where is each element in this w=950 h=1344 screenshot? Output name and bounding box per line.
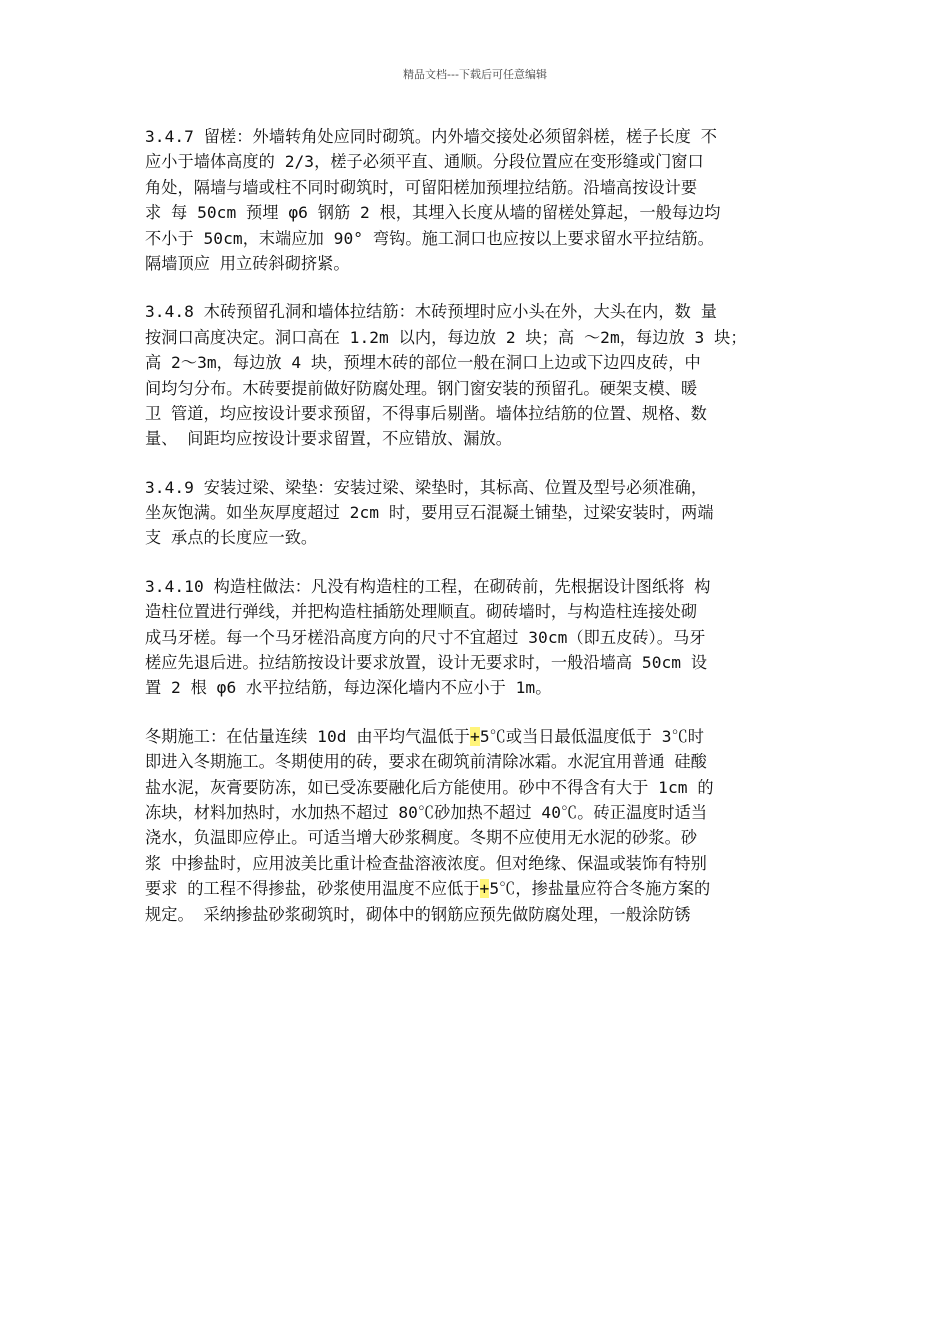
text-line: 量、 间距均应按设计要求留置，不应错放、漏放。 — [145, 429, 513, 449]
text-line: 不小于 50cm，末端应加 90° 弯钩。施工洞口也应按以上要求留水平拉结筋。 — [145, 228, 714, 248]
page-header: 精品文档---下载后可任意编辑 — [403, 68, 547, 81]
text-line: 卫 管道，均应按设计要求预留，不得事后剔凿。墙体拉结筋的位置、规格、数 — [145, 403, 707, 423]
text-line — [145, 876, 810, 901]
text-line: 即进入冬期施工。冬期使用的砖，要求在砌筑前清除冰霜。水泥宜用普通 硅酸 — [145, 752, 707, 772]
document-body — [145, 124, 810, 950]
text-line: 3.4.10 构造柱做法：凡没有构造柱的工程，在砌砖前，先根据设计图纸将 构 — [145, 576, 711, 596]
text-span: 5℃，掺盐量应符合冬施方案的 — [489, 879, 711, 899]
text-line: 高 2～3m，每边放 4 块，预埋木砖的部位一般在洞口上边或下边四皮砖，中 — [145, 353, 701, 373]
text-line: 3.4.7 留槎：外墙转角处应同时砌筑。内外墙交接处必须留斜槎，槎子长度 不 — [145, 127, 717, 146]
text-line: 盐水泥，灰膏要防冻，如已受冻要融化后方能使用。砂中不得含有大于 1cm 的 — [145, 777, 714, 797]
text-line: 求 每 50cm 预埋 φ6 钢筋 2 根，其埋入长度从墙的留槎处算起，一般每边均 — [145, 203, 721, 223]
text-line: 3.4.8 木砖预留孔洞和墙体拉结筋：木砖预埋时应小头在外，大头在内，数 量 — [145, 302, 717, 322]
text-span: 要求 的工程不得掺盐，砂浆使用温度不应低于 — [145, 879, 480, 899]
text-line: 规定。 采纳掺盐砂浆砌筑时，砌体中的钢筋应预先做防腐处理，一般涂防锈 — [145, 904, 691, 924]
text-line: 应小于墙体高度的 2/3，槎子必须平直、通顺。分段位置应在变形缝或门窗口 — [145, 152, 704, 172]
text-line: 按洞口高度决定。洞口高在 1.2m 以内，每边放 2 块；高 ～2m，每边放 3 块； — [145, 327, 747, 347]
text-line: 角处，隔墙与墙或柱不同时砌筑时，可留阳槎加预埋拉结筋。沿墙高按设计要 — [145, 177, 698, 197]
text-line: 成马牙槎。每一个马牙槎沿高度方向的尺寸不宜超过 30cm（即五皮砖）。马牙 — [145, 627, 706, 647]
text-span: 冬期施工：在估量连续 10d 由平均气温低于 — [145, 726, 471, 746]
paragraph-3-4-7 — [145, 124, 810, 276]
text-line: 浇水，负温即应停止。可适当增大砂浆稠度。冬期不应使用无水泥的砂浆。砂 — [145, 828, 698, 848]
text-line: 支 承点的长度应一致。 — [145, 528, 318, 548]
paragraph-3-4-8 — [145, 299, 810, 451]
highlighted-plus-sign: + — [479, 879, 490, 899]
text-line: 3.4.9 安装过梁、梁垫：安装过梁、梁垫时，其标高、位置及型号必须准确， — [145, 477, 708, 497]
text-span: 5℃或当日最低温度低于 3℃时 — [479, 726, 705, 746]
paragraph-3-4-9 — [145, 475, 810, 551]
text-line: 造柱位置进行弹线，并把构造柱插筋处理顺直。砌砖墙时，与构造柱连接处砌 — [145, 602, 698, 622]
text-line: 槎应先退后进。拉结筋按设计要求放置，设计无要求时，一般沿墙高 50cm 设 — [145, 653, 708, 673]
paragraph-winter-construction — [145, 724, 810, 927]
text-line: 浆 中掺盐时，应用波美比重计检查盐溶液浓度。但对绝缘、保温或装饰有特别 — [145, 853, 707, 873]
text-line: 坐灰饱满。如坐灰厚度超过 2cm 时，要用豆石混凝土铺垫，过梁安装时，两端 — [145, 503, 714, 523]
highlighted-plus-sign: + — [470, 726, 480, 746]
text-line: 置 2 根 φ6 水平拉结筋，每边深化墙内不应小于 1m。 — [145, 678, 552, 698]
text-line: 隔墙顶应 用立砖斜砌挤紧。 — [145, 253, 350, 273]
paragraph-3-4-10 — [145, 574, 810, 701]
text-line — [145, 724, 810, 749]
text-line: 间均匀分布。木砖要提前做好防腐处理。钢门窗安装的预留孔。硬架支模、暖 — [145, 378, 698, 398]
text-line: 冻块，材料加热时，水加热不超过 80℃砂加热不超过 40℃。砖正温度时适当 — [145, 802, 708, 822]
